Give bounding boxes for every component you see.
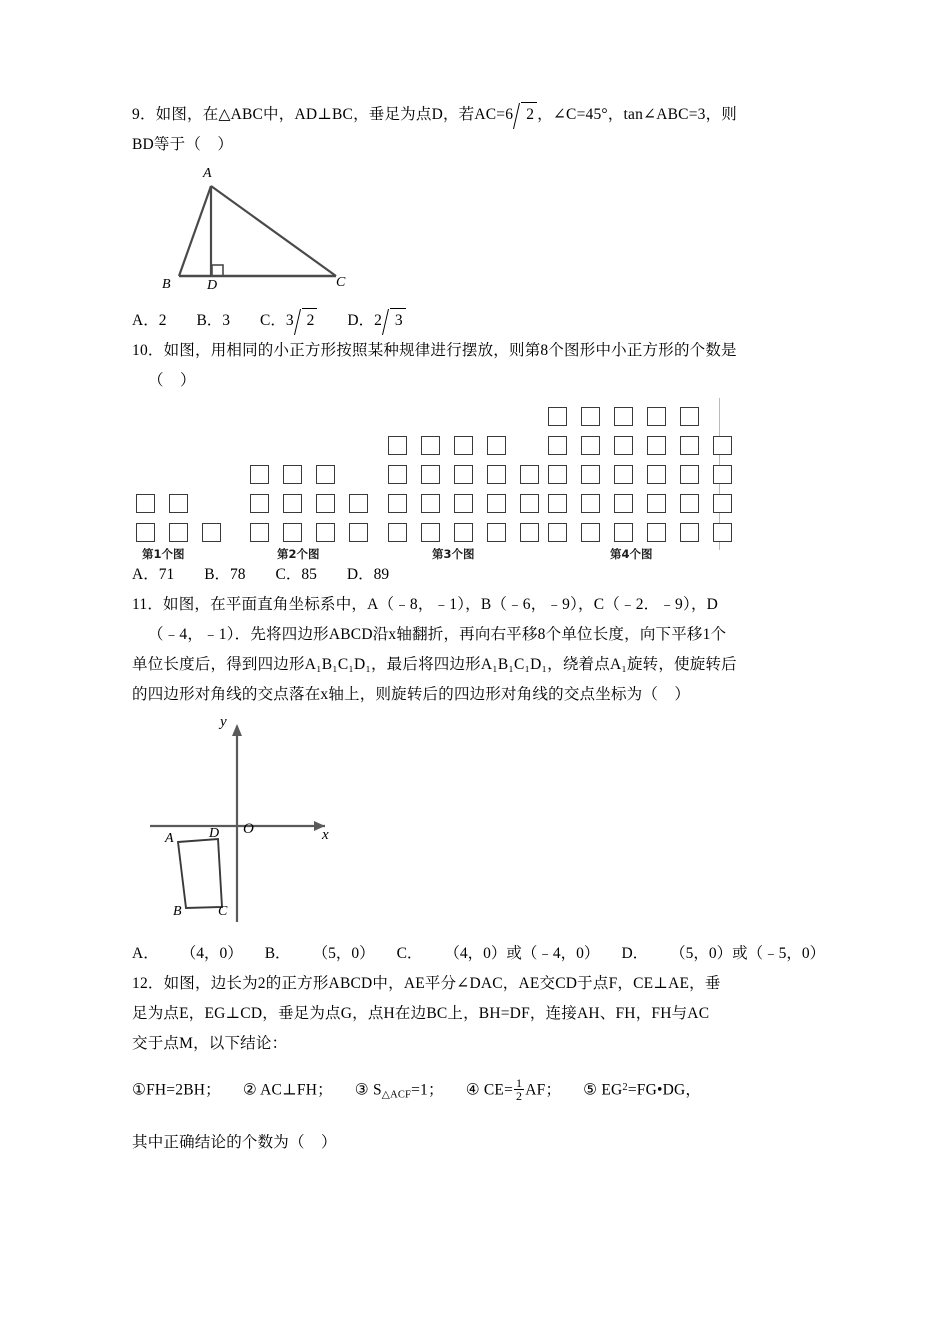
option-10-c-value: 85: [301, 566, 317, 583]
option-9-d-key: D．: [347, 312, 375, 329]
fraction-one-half: [514, 1077, 524, 1103]
pattern-label-1: 第1个图: [142, 547, 185, 561]
option-9-d-value: 2: [374, 312, 382, 329]
question-10-line-1: 10．如图，用相同的小正方形按照某种规律进行摆放，则第8个图形中小正方形的个数是: [132, 342, 737, 359]
question-11-line-1: 11．如图，在平面直角坐标系中，A（﹣8，﹣1），B（﹣6，﹣9），C（﹣2．﹣9），D: [132, 596, 719, 613]
question-9-line-2: BD等于（ ）: [132, 136, 234, 153]
fraction-denominator: 2: [516, 1089, 523, 1104]
pattern-label-3: 第3个图: [432, 547, 475, 561]
option-9-b-key: B．: [196, 312, 223, 329]
question-11-line-4: 的四边形对角线的交点落在x轴上，则旋转后的四边形对角线的交点坐标为（ ）: [132, 686, 691, 703]
option-11-b-value: （5，0）: [312, 945, 375, 962]
question-10-text: [132, 336, 832, 396]
option-9-a-value: 2: [158, 312, 167, 329]
question-12-final-line-wrap: [132, 1128, 832, 1158]
question-11-line-2: （﹣4，﹣1）．先将四边形ABCD沿x轴翻折，再向右平移8个单位长度，向下平移1个: [148, 626, 727, 643]
quad-vertex-label-a: A: [165, 831, 174, 846]
option-9-b-value: 3: [222, 312, 231, 329]
option-9-c-key: C．: [260, 312, 286, 329]
option-11-b-key: B．: [264, 945, 291, 962]
conclusion-5-suffix: =FG•DG，: [627, 1081, 702, 1099]
option-10-a-value: 71: [158, 566, 175, 583]
option-11-a-value: （4，0）: [180, 945, 243, 962]
radicand: 2: [526, 106, 535, 123]
quad-vertex-label-c: C: [218, 904, 228, 919]
question-11-line-3: 单位长度后，得到四边形A₁B₁C₁D₁，最后将四边形A₁B₁C₁D₁，绕着点A₁旋转，使旋转后: [132, 656, 737, 673]
quad-vertex-label-d: D: [209, 826, 220, 841]
option-10-c-key: C．: [275, 566, 302, 583]
coordinate-svg: [140, 714, 440, 939]
option-10-b-key: B．: [204, 566, 231, 583]
question-9-body-2: ，∠C=45°，tan∠ABC=3，则: [537, 106, 738, 123]
question-12-text: [132, 969, 832, 1059]
option-11-a-key: A．: [132, 945, 159, 962]
question-11-options: [132, 939, 832, 969]
conclusion-5-prefix: ⑤ EG: [583, 1081, 623, 1099]
option-9-c-value: 3: [285, 312, 294, 329]
x-axis-label: x: [322, 827, 329, 843]
question-12-final-line: 其中正确结论的个数为（ ）: [132, 1134, 337, 1152]
figure-triangle-abc: [146, 164, 396, 304]
sqrt-symbol-option-c: [295, 306, 317, 336]
triangle-vertex-label-b: B: [162, 277, 171, 292]
triangle-svg: [146, 164, 396, 304]
page-content: [132, 100, 832, 1158]
question-11-text: [132, 590, 832, 710]
question-9-line-1: [132, 100, 832, 130]
conclusion-4-suffix: AF；: [525, 1081, 562, 1099]
option-11-c-value: （4，0）或（﹣4，0）: [444, 945, 600, 962]
conclusion-5-superscript: 2: [622, 1082, 628, 1093]
triangle-vertex-label-a: A: [203, 166, 212, 181]
conclusion-3-subscript: △ACF: [381, 1089, 412, 1101]
fraction-numerator: 1: [516, 1075, 523, 1090]
conclusion-4-prefix: ④ CE=: [465, 1081, 514, 1099]
option-11-d-value: （5，0）或（﹣5，0）: [670, 945, 826, 962]
conclusion-3-suffix: =1；: [411, 1081, 444, 1099]
sqrt-symbol: [514, 100, 536, 130]
question-9-body: △ABC中，AD⊥BC，垂足为点D，若AC=6: [218, 106, 514, 123]
pattern-label-2: 第2个图: [277, 547, 320, 561]
question-12-conclusions: [132, 1073, 832, 1110]
option-10-d-value: 89: [373, 566, 390, 583]
sqrt-symbol-option-d: [383, 306, 405, 336]
question-12-line-3: 交于点M，以下结论：: [132, 1035, 288, 1052]
figure-square-patterns: [132, 398, 832, 560]
y-axis-label: y: [220, 714, 227, 730]
option-10-d-key: D．: [346, 566, 374, 583]
radicand-option-d: 3: [394, 312, 403, 329]
figure-coordinate-plane: [140, 714, 440, 939]
conclusions-line: [132, 1073, 832, 1110]
question-12-line-2: 足为点E，EG⊥CD，垂足为点G，点H在边BC上，BH=DF，连接AH、FH，FH与AC: [132, 1005, 710, 1022]
conclusion-2: ② AC⊥FH；: [242, 1081, 333, 1099]
conclusion-3-prefix: ③ S: [354, 1081, 382, 1099]
option-9-a-key: A．: [132, 312, 159, 329]
question-10-line-2: （ ）: [148, 372, 196, 389]
question-9-options: [132, 306, 832, 336]
pattern-label-4: 第4个图: [610, 547, 653, 561]
question-9-prefix: 9．如图，在: [132, 106, 219, 123]
conclusion-1: ①FH=2BH；: [132, 1081, 221, 1099]
option-10-b-value: 78: [230, 566, 246, 583]
option-11-c-key: C．: [396, 945, 423, 962]
option-11-d-key: D．: [621, 945, 649, 962]
origin-label: O: [243, 821, 254, 837]
option-10-a-key: A．: [132, 566, 159, 583]
triangle-vertex-label-d: D: [207, 278, 218, 293]
question-12-line-1: 12．如图，边长为2的正方形ABCD中，AE平分∠DAC，AE交CD于点F，CE⊥AE，垂: [132, 975, 721, 992]
triangle-vertex-label-c: C: [336, 275, 346, 290]
quad-vertex-label-b: B: [173, 904, 182, 919]
radicand-option-c: 2: [306, 312, 315, 329]
question-9-text: [132, 100, 832, 160]
question-10-options: [132, 560, 832, 590]
